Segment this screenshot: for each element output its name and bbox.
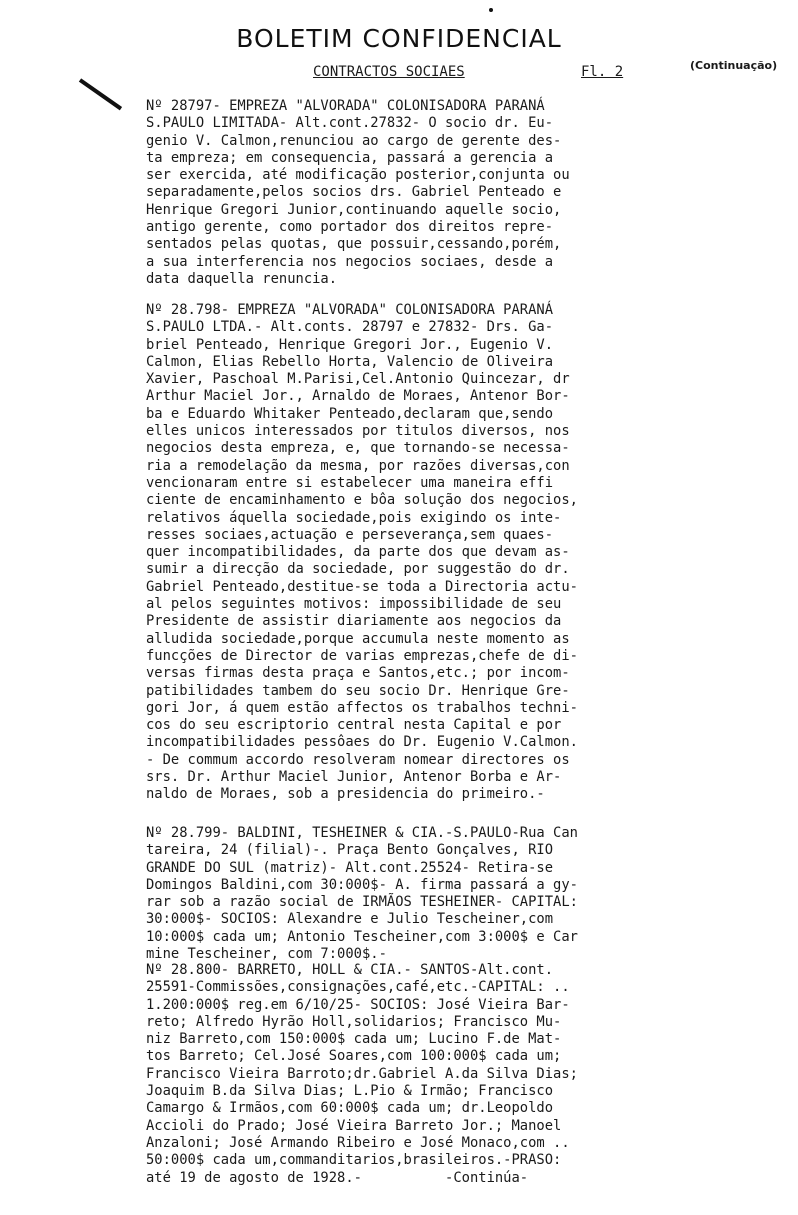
text-line: Nº 28.799- BALDINI, TESHEINER & CIA.-S.PAULO-Rua Can	[146, 825, 578, 841]
text-line: até 19 de agosto de 1928.- -Continúa-	[146, 1169, 529, 1186]
text-line: S.PAULO LTDA.- Alt.conts. 28797 e 27832- Drs. Ga-	[146, 319, 554, 336]
text-line: Joaquim B.da Silva Dias; L.Pio & Irmão; Francisco	[146, 1083, 554, 1100]
text-line: Camargo & Irmãos,com 60:000$ cada um; dr.Leopoldo	[146, 1100, 554, 1117]
text-line: a sua interferencia nos negocios sociaes, desde a	[146, 253, 554, 270]
contract-entry	[146, 825, 798, 963]
text-line: Arthur Maciel Jor., Arnaldo de Moraes, Antenor Bor-	[146, 388, 570, 405]
text-line: ser exercida, até modificação posterior,conjunta ou	[146, 167, 570, 184]
text-line: sumir a direcção da sociedade, por suggestão do dr.	[146, 561, 570, 578]
text-line: 10:000$ cada um; Antonio Tescheiner,com 3:000$ e Car	[146, 928, 578, 945]
text-line: tos Barreto; Cel.José Soares,com 100:000$ cada um;	[146, 1048, 562, 1065]
text-line: versas firmas desta praça e Santos,etc.; por incom-	[146, 665, 570, 682]
text-line: Nº 28797- EMPREZA "ALVORADA" COLONISADORA PARANÁ	[146, 98, 545, 114]
text-line: Francisco Vieira Barroto;dr.Gabriel A.da Silva Dias;	[146, 1065, 578, 1082]
text-line: Henrique Gregori Junior,continuando aquelle socio,	[146, 201, 562, 218]
text-line: Anzaloni; José Armando Ribeiro e José Monaco,com ..	[146, 1134, 570, 1151]
text-line: Gabriel Penteado,destitue-se toda a Directoria actu-	[146, 578, 578, 595]
text-line: 1.200:000$ reg.em 6/10/25- SOCIOS: José Vieira Bar-	[146, 996, 570, 1013]
text-line: funcções de Director de varias emprezas,chefe de di-	[146, 647, 578, 664]
text-line: data daquella renuncia.	[146, 270, 338, 287]
text-line: sentados pelas quotas, que possuir,cessando,porém,	[146, 236, 562, 253]
text-line: cos do seu escriptorio central nesta Capital e por	[146, 717, 562, 734]
text-line: vencionaram entre si estabelecer uma maneira effi	[146, 474, 554, 491]
text-line: antigo gerente, como portador dos direitos repre-	[146, 219, 554, 236]
text-line: ria a remodelação da mesma, por razões diversas,con	[146, 457, 570, 474]
text-line: Xavier, Paschoal M.Parisi,Cel.Antonio Quincezar, dr	[146, 371, 570, 388]
page-number: Fl. 2	[581, 64, 624, 80]
text-line: 50:000$ cada um,commanditarios,brasileiros.-PRASO:	[146, 1152, 562, 1169]
text-line: Nº 28.800- BARRETO, HOLL & CIA.- SANTOS-Alt.cont.	[146, 962, 554, 978]
text-line: mine Tescheiner, com 7:000$.-	[146, 946, 387, 963]
text-line: separadamente,pelos socios drs. Gabriel Penteado e	[146, 184, 562, 201]
ink-mark	[79, 78, 122, 110]
ink-dot	[489, 8, 493, 12]
contract-entry	[146, 98, 798, 288]
text-line: gori Jor, á quem estão affectos os trabalhos techni-	[146, 699, 578, 716]
text-line: quer incompatibilidades, da parte dos que devam as-	[146, 544, 570, 561]
text-line: relativos áquella sociedade,pois exigindo os inte-	[146, 509, 562, 526]
text-line: ba e Eduardo Whitaker Penteado,declaram que,sendo	[146, 405, 554, 422]
text-line: ta empreza; em consequencia, passará a gerencia a	[146, 149, 554, 166]
text-line: srs. Dr. Arthur Maciel Junior, Antenor Borba e Ar-	[146, 769, 562, 786]
text-line: Calmon, Elias Rebello Horta, Valencio de Oliveira	[146, 353, 554, 370]
text-line: resses sociaes,actuação e perseverança,sem quaes-	[146, 526, 554, 543]
continuation-note: (Continuação)	[690, 59, 778, 72]
section-heading: CONTRACTOS SOCIAES	[313, 64, 465, 80]
text-line: Presidente de assistir diariamente aos negocios da	[146, 613, 562, 630]
text-line: Nº 28.798- EMPREZA "ALVORADA" COLONISADORA PARANÁ	[146, 302, 554, 318]
text-line: GRANDE DO SUL (matriz)- Alt.cont.25524- Retira-se	[146, 859, 554, 876]
text-line: incompatibilidades pessôaes do Dr. Eugenio V.Calmon.	[146, 734, 578, 751]
text-line: Accioli do Prado; José Vieira Barreto Jor.; Manoel	[146, 1117, 562, 1134]
text-line: 30:000$- SOCIOS: Alexandre e Julio Tescheiner,com	[146, 911, 554, 928]
text-line: genio V. Calmon,renunciou ao cargo de gerente des-	[146, 132, 562, 149]
text-line: elles unicos interessados por titulos diversos, nos	[146, 423, 570, 440]
contract-entry	[146, 302, 798, 804]
text-line: reto; Alfredo Hyrão Holl,solidarios; Francisco Mu-	[146, 1013, 562, 1030]
text-line: - De commum accordo resolveram nomear directores os	[146, 751, 570, 768]
text-line: ciente de encaminhamento e bôa solução dos negocios,	[146, 492, 578, 509]
text-line: 25591-Commissões,consignações,café,etc.-CAPITAL: ..	[146, 979, 570, 996]
text-line: briel Penteado, Henrique Gregori Jor., Eugenio V.	[146, 336, 554, 353]
text-line: negocios desta empreza, e, que tornando-se necessa-	[146, 440, 570, 457]
text-line: alludida sociedade,porque accumula neste momento as	[146, 630, 570, 647]
text-line: al pelos seguintes motivos: impossibilidade de seu	[146, 596, 562, 613]
text-line: patibilidades tambem do seu socio Dr. Henrique Gre-	[146, 682, 570, 699]
text-line: tareira, 24 (filial)-. Praça Bento Gonçalves, RIO	[146, 842, 554, 859]
text-line: rar sob a razão social de IRMÃOS TESHEINER- CAPITAL:	[146, 894, 578, 911]
text-line: S.PAULO LIMITADA- Alt.cont.27832- O socio dr. Eu-	[146, 115, 554, 132]
contract-entry	[146, 962, 798, 1187]
page-title: BOLETIM CONFIDENCIAL	[236, 24, 562, 53]
text-line: naldo de Moraes, sob a presidencia do primeiro.-	[146, 786, 545, 803]
text-line: Domingos Baldini,com 30:000$- A. firma passará a gy-	[146, 876, 578, 893]
text-line: niz Barreto,com 150:000$ cada um; Lucino F.de Mat-	[146, 1031, 562, 1048]
